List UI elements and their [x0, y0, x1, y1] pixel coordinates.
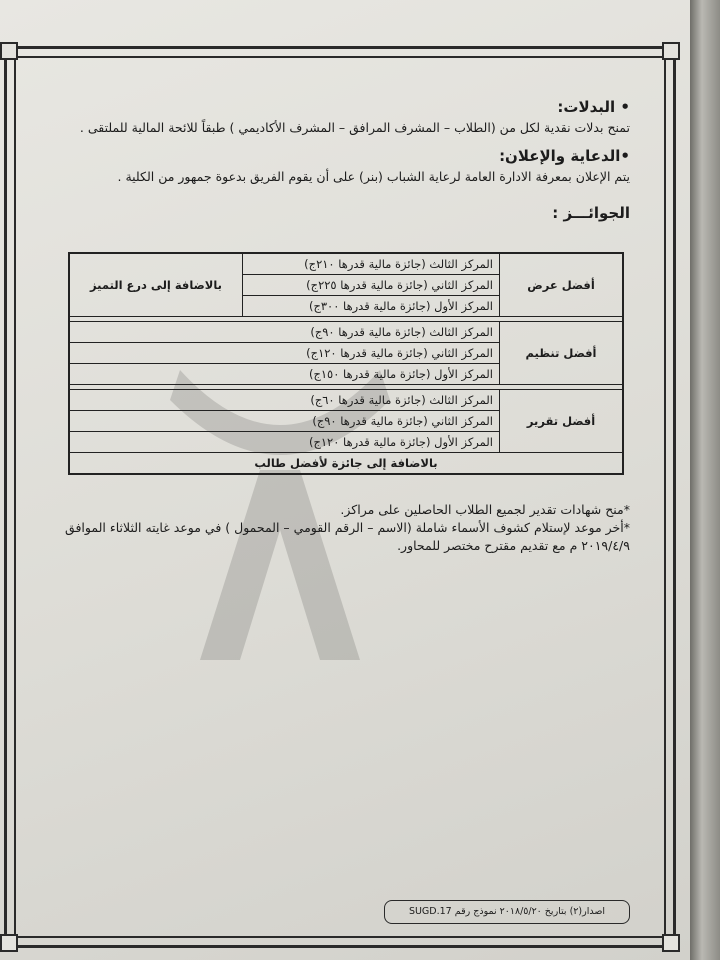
allowances-text: تمنح بدلات نقدية لكل من (الطلاب – المشرف المرافق – المشرف الأكاديمي ) طبقاً للائحة المالية للملتقى . — [79, 120, 630, 135]
prize-cell: المركز الثالث (جائزة مالية قدرها ٩٠ج) — [69, 322, 500, 343]
prize-cell: المركز الثاني (جائزة مالية قدرها ٩٠ج) — [69, 411, 500, 432]
category-best-report: أفضل تقرير — [500, 390, 624, 453]
allowances-heading: • البدلات: — [557, 98, 630, 116]
note-deadline: *أخر موعد لإستلام كشوف الأسماء شاملة (الاسم – الرقم القومي – المحمول ) في موعد غايته الثلاثاء الموافق — [65, 520, 630, 535]
border-corner-ornament — [662, 934, 680, 952]
advertising-text: يتم الإعلان بمعرفة الادارة العامة لرعاية الشباب (بنر) على أن يقوم الفريق بدعوة جمهور من الكلية . — [117, 169, 630, 184]
prizes-heading: الجوائـــز : — [552, 204, 630, 222]
notes-section — [40, 501, 630, 555]
table-row — [69, 322, 623, 343]
best-student-note: بالاضافة إلى جائزة لأفضل طالب — [69, 453, 623, 475]
form-number-box: اصدار(٢) بتاريخ ٢٠١٨/٥/٢٠ نموذج رقم SUGD.17 — [384, 900, 630, 924]
border-corner-ornament — [662, 42, 680, 60]
border-corner-ornament — [0, 42, 18, 60]
advertising-heading: •الدعاية والإعلان: — [499, 147, 630, 165]
category-note: بالاضافة إلى درع التميز — [69, 253, 243, 317]
border-corner-ornament — [0, 934, 18, 952]
note-certificates: *منح شهادات تقدير لجميع الطلاب الحاصلين على مراكز. — [340, 502, 630, 517]
category-best-organization: أفضل تنظيم — [500, 322, 624, 385]
prize-cell: المركز الأول (جائزة مالية قدرها ١٢٠ج) — [69, 432, 500, 453]
table-row — [69, 253, 623, 275]
prize-cell: المركز الأول (جائزة مالية قدرها ٣٠٠ج) — [243, 296, 500, 317]
prize-cell: المركز الثالث (جائزة مالية قدرها ٢١٠ج) — [243, 253, 500, 275]
note-deadline-date: ٢٠١٩/٤/٩ م مع تقديم مقترح مختصر للمحاور. — [397, 538, 630, 553]
document-body — [40, 90, 630, 555]
category-best-presentation: أفضل عرض — [500, 253, 624, 317]
prize-cell: المركز الثالث (جائزة مالية قدرها ٦٠ج) — [69, 390, 500, 411]
prize-cell: المركز الثاني (جائزة مالية قدرها ١٢٠ج) — [69, 343, 500, 364]
table-row — [69, 390, 623, 411]
prize-cell: المركز الأول (جائزة مالية قدرها ١٥٠ج) — [69, 364, 500, 385]
prizes-table — [68, 252, 624, 475]
page-edge — [690, 0, 720, 960]
prize-cell: المركز الثاني (جائزة مالية قدرها ٢٢٥ج) — [243, 275, 500, 296]
